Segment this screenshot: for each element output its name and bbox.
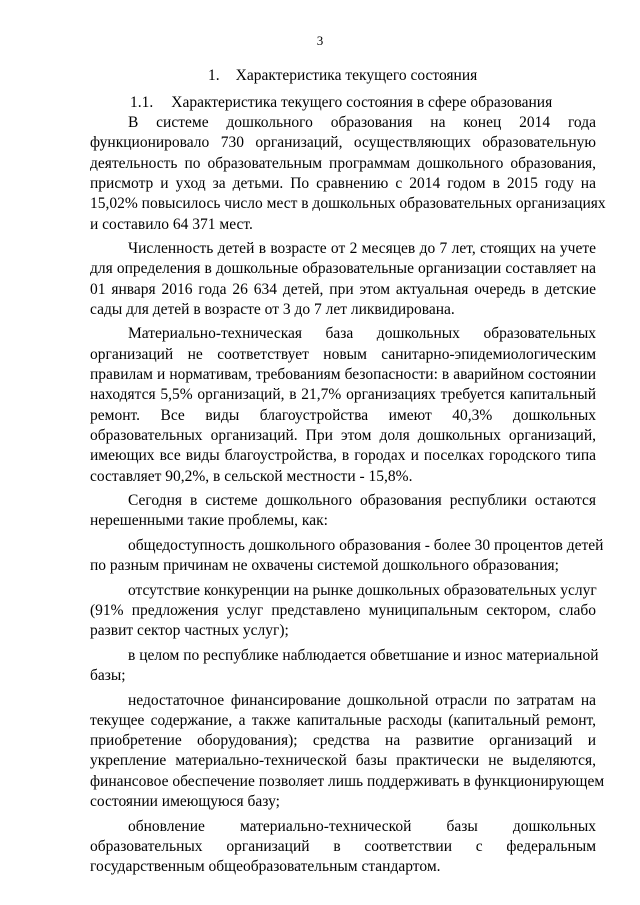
text-line: приобретение оборудования); средства на развитие организаций и bbox=[90, 732, 596, 750]
text-line: недостаточное финансирование дошкольной отрасли по затратам на bbox=[128, 691, 596, 709]
text-line: ремонт. Все виды благоустройства имеют 40,3% дошкольных bbox=[90, 406, 596, 424]
text-line: базы; bbox=[90, 667, 126, 684]
text-line: в целом по республике наблюдается обветшание и износ материальной bbox=[128, 646, 599, 664]
text-line: финансовое обеспечение позволяет лишь поддерживать в функционирующем bbox=[90, 772, 605, 790]
text-line: и составило 64 371 мест. bbox=[90, 215, 253, 233]
subsection-number: 1.1. bbox=[130, 94, 154, 111]
section-heading bbox=[208, 67, 477, 85]
text-line: по разным причинам не охвачены системой дошкольного образования; bbox=[90, 557, 559, 575]
text-line: (91% предложения услуг представлено муниципальным сектором, слабо bbox=[90, 601, 596, 619]
text-line: образовательных организаций. При этом доля дошкольных организаций, bbox=[90, 426, 596, 444]
text-line: находятся 5,5% организаций, в 21,7% организациях требуется капитальный bbox=[90, 386, 596, 404]
text-line: Материально-техническая база дошкольных образовательных bbox=[128, 325, 596, 343]
text-line: образовательных организаций в соответствии с федеральным bbox=[90, 837, 596, 855]
text-line: правилам и нормативам, требованиям безопасности: в аварийном состоянии bbox=[90, 366, 596, 383]
text-line: В системе дошкольного образования на конец 2014 года bbox=[128, 114, 596, 131]
text-line: Сегодня в системе дошкольного образования республики остаются bbox=[128, 492, 596, 509]
text-line: укрепление материально-технической базы практически не выделяются, bbox=[90, 752, 596, 770]
subsection-title: Характеристика текущего состояния в сфере образования bbox=[171, 94, 553, 111]
subsection-heading bbox=[130, 94, 552, 112]
page-number: 3 bbox=[316, 33, 324, 48]
text-line: текущее содержание, а также капитальные расходы (капитальный ремонт, bbox=[90, 711, 596, 729]
text-line: организаций не соответствует новым санитарно-эпидемиологическим bbox=[90, 345, 596, 363]
text-line: отсутствие конкуренции на рынке дошкольных образовательных услуг bbox=[128, 581, 597, 599]
text-line: обновление материально-технической базы дошкольных bbox=[128, 817, 596, 835]
text-line: сады для детей в возрасте от 3 до 7 лет ликвидирована. bbox=[90, 300, 455, 318]
text-line: имеющих все виды благоустройства, в городах и поселках городского типа bbox=[90, 447, 596, 465]
text-line: функционировало 730 организаций, осуществляющих образовательную bbox=[90, 134, 596, 152]
section-title: Характеристика текущего состояния bbox=[235, 67, 478, 84]
text-line: составляет 90,2%, в сельской местности - 15,8%. bbox=[90, 467, 413, 485]
text-line: нерешенными такие проблемы, как: bbox=[90, 512, 328, 530]
text-line: развит сектор частных услуг); bbox=[90, 622, 289, 640]
section-number: 1. bbox=[208, 67, 220, 84]
text-line: 15,02% повысилось число мест в дошкольных образовательных организациях bbox=[90, 195, 606, 213]
text-line: присмотр и уход за детьми. По сравнению с 2014 годом в 2015 году на bbox=[90, 174, 596, 192]
text-line: 01 января 2016 года 26 634 детей, при этом актуальная очередь в детские bbox=[90, 280, 596, 298]
text-line: деятельность по образовательным программам дошкольного образования, bbox=[90, 154, 596, 172]
text-line: состоянии имеющуюся базу; bbox=[90, 793, 280, 810]
text-line: общедоступность дошкольного образования - более 30 процентов детей bbox=[128, 536, 604, 554]
text-line: государственным общеобразовательным стандартом. bbox=[90, 858, 441, 876]
text-line: Численность детей в возрасте от 2 месяцев до 7 лет, стоящих на учете bbox=[128, 240, 596, 257]
text-line: для определения в дошкольные образовательные организации составляет на bbox=[90, 260, 596, 278]
